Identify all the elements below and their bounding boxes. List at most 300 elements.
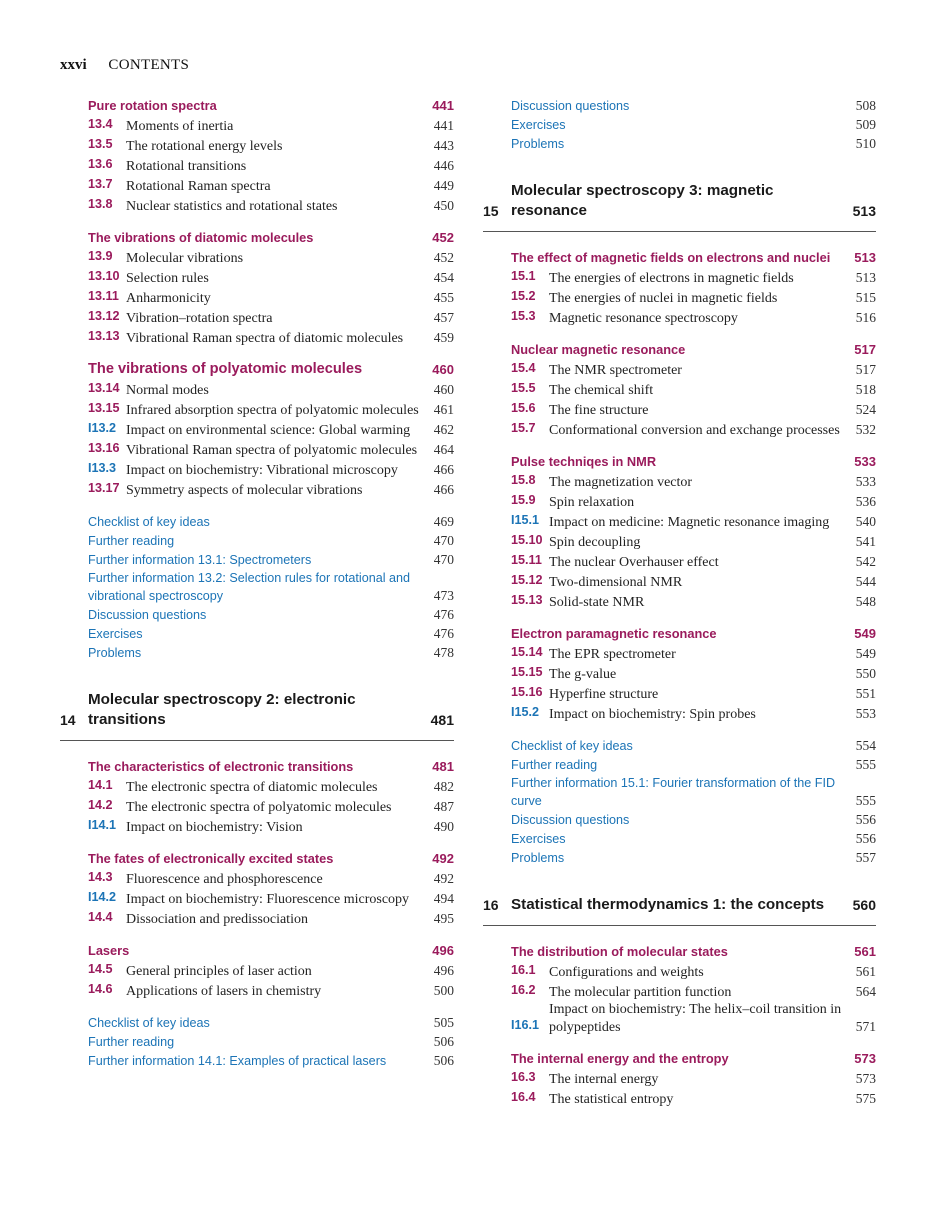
toc-entry[interactable] — [60, 379, 454, 399]
toc-entry[interactable] — [60, 175, 454, 195]
end-matter-link[interactable] — [60, 1013, 454, 1032]
section-number: 13.8 — [88, 197, 113, 211]
page-ref: 462 — [433, 422, 454, 437]
spacer — [60, 928, 454, 941]
toc-entry[interactable] — [483, 551, 876, 571]
section-number: 15.3 — [511, 309, 536, 323]
page-ref: 481 — [432, 759, 454, 774]
end-matter-link[interactable] — [60, 569, 454, 605]
link-text: Further information 15.1: Fourier transformation of the FID curve — [511, 776, 836, 808]
toc-entry[interactable] — [483, 287, 876, 307]
entry-title: Hyperfine structure — [549, 686, 659, 702]
page-ref: 441 — [433, 118, 454, 133]
page-ref: 452 — [432, 230, 454, 245]
toc-entry[interactable] — [60, 195, 454, 215]
page-ref: 452 — [433, 250, 454, 265]
impact-number: I13.3 — [88, 461, 117, 475]
entry-title: Normal modes — [126, 382, 209, 398]
spacer — [483, 611, 876, 624]
page-ref: 544 — [855, 574, 876, 589]
section-number: 15.4 — [511, 361, 536, 375]
page-ref: 548 — [855, 594, 876, 609]
page-ref: 536 — [855, 494, 876, 509]
link-text: Exercises — [511, 832, 566, 846]
toc-entry[interactable] — [483, 471, 876, 491]
section-heading[interactable] — [60, 757, 454, 776]
toc-entry[interactable] — [60, 776, 454, 796]
impact-entry[interactable] — [60, 419, 454, 439]
section-heading[interactable] — [483, 624, 876, 643]
end-matter-link[interactable] — [483, 115, 876, 134]
page-ref: 460 — [432, 362, 454, 377]
toc-entry[interactable] — [483, 359, 876, 379]
end-matter-link[interactable] — [60, 643, 454, 662]
page-ref: 555 — [855, 793, 876, 808]
chapter-title: Statistical thermodynamics 1: the concepts — [511, 896, 825, 913]
spacer — [60, 836, 454, 849]
page-ref: 573 — [854, 1051, 876, 1066]
section-title: Electron paramagnetic resonance — [511, 626, 717, 641]
section-number: 15.2 — [511, 289, 536, 303]
page-ref: 466 — [433, 482, 454, 497]
section-heading[interactable] — [483, 942, 876, 961]
link-text: Problems — [511, 851, 565, 865]
toc-entry[interactable] — [483, 981, 876, 1001]
page-ref: 557 — [855, 850, 876, 865]
page-ref: 500 — [433, 983, 454, 998]
section-heading[interactable] — [483, 340, 876, 359]
left-column — [60, 96, 454, 1070]
page-ref: 457 — [433, 310, 454, 325]
section-number: 14.5 — [88, 962, 113, 976]
section-number: 13.11 — [88, 289, 119, 303]
link-text: Further information 14.1: Examples of practical lasers — [88, 1054, 387, 1068]
page-ref: 469 — [433, 514, 454, 529]
toc-entry[interactable] — [483, 591, 876, 611]
toc-entry[interactable] — [60, 135, 454, 155]
entry-title: The magnetization vector — [549, 474, 693, 490]
link-text: Discussion questions — [88, 608, 207, 622]
end-matter-link[interactable] — [483, 848, 876, 867]
page-ref: 476 — [433, 607, 454, 622]
entry-title: General principles of laser action — [126, 963, 312, 979]
section-number: 13.5 — [88, 137, 113, 151]
page-ref: 515 — [855, 290, 876, 305]
section-heading[interactable] — [60, 228, 454, 247]
end-matter-link[interactable] — [60, 1051, 454, 1070]
spacer — [60, 499, 454, 512]
end-matter-link[interactable] — [60, 624, 454, 643]
toc-entry[interactable] — [483, 267, 876, 287]
page-ref: 490 — [433, 819, 454, 834]
page-ref: 478 — [433, 645, 454, 660]
toc-entry[interactable] — [60, 155, 454, 175]
section-number: 15.16 — [511, 685, 543, 699]
page-ref: 482 — [433, 779, 454, 794]
entry-title: Impact on biochemistry: Vision — [126, 819, 303, 835]
section-heading[interactable] — [60, 849, 454, 868]
entry-title: Impact on biochemistry: The helix–coil transition in polypeptides — [549, 1002, 842, 1035]
right-column — [483, 96, 876, 1108]
end-matter-link[interactable] — [483, 755, 876, 774]
impact-number: I16.1 — [511, 1018, 540, 1032]
link-text: Further information 13.1: Spectrometers — [88, 553, 312, 567]
entry-title: Molecular vibrations — [126, 250, 244, 266]
spacer — [60, 1000, 454, 1013]
entry-title: Selection rules — [126, 270, 209, 286]
page-ref: 495 — [433, 911, 454, 926]
section-number: 15.5 — [511, 381, 536, 395]
entry-title: Applications of lasers in chemistry — [126, 983, 322, 999]
page-ref: 487 — [433, 799, 454, 814]
page-ref: 476 — [433, 626, 454, 641]
spacer — [483, 439, 876, 452]
spacer — [60, 662, 454, 690]
link-text: Further reading — [88, 534, 175, 548]
section-number: 15.14 — [511, 645, 543, 659]
page-ref: 506 — [433, 1034, 454, 1049]
toc-entry[interactable] — [60, 307, 454, 327]
toc-entry[interactable] — [483, 571, 876, 591]
section-number: 13.6 — [88, 157, 113, 171]
toc-entry[interactable] — [60, 908, 454, 928]
entry-title: Conformational conversion and exchange processes — [549, 422, 840, 438]
entry-title: Impact on biochemistry: Fluorescence microscopy — [126, 891, 410, 907]
page-ref: 550 — [855, 666, 876, 681]
link-text: Exercises — [511, 118, 566, 132]
toc-entry[interactable] — [60, 287, 454, 307]
section-heading[interactable] — [483, 1049, 876, 1068]
toc-entry[interactable] — [483, 961, 876, 981]
page-ref: 505 — [433, 1015, 454, 1030]
entry-title: Vibration–rotation spectra — [126, 310, 273, 326]
toc-entry[interactable] — [60, 115, 454, 135]
toc-entry[interactable] — [483, 1088, 876, 1108]
end-matter-link[interactable] — [60, 512, 454, 531]
link-text: Problems — [88, 646, 142, 660]
section-number: 15.9 — [511, 493, 536, 507]
toc-entry[interactable] — [60, 399, 454, 419]
chapter-title: Molecular spectroscopy 3: magnetic resonance — [511, 182, 774, 219]
entry-title: Magnetic resonance spectroscopy — [549, 310, 738, 326]
page-ref: 461 — [433, 402, 454, 417]
section-number: 13.7 — [88, 177, 113, 191]
end-matter-link[interactable] — [483, 96, 876, 115]
end-matter-link[interactable] — [483, 829, 876, 848]
section-number: 15.1 — [511, 269, 536, 283]
section-number: 14.6 — [88, 982, 113, 996]
spacer — [60, 215, 454, 228]
impact-entry[interactable] — [483, 1001, 876, 1036]
page-ref: 549 — [854, 626, 876, 641]
entry-title: Vibrational Raman spectra of diatomic molecules — [126, 330, 404, 346]
page-ref: 509 — [855, 117, 876, 132]
toc-entry[interactable] — [483, 491, 876, 511]
section-title: Nuclear magnetic resonance — [511, 342, 686, 357]
section-number: 15.11 — [511, 553, 542, 567]
page-ref: 455 — [433, 290, 454, 305]
page-ref: 553 — [855, 706, 876, 721]
page-ref: 518 — [855, 382, 876, 397]
entry-title: Spin decoupling — [549, 534, 641, 550]
entry-title: Infrared absorption spectra of polyatomic molecules — [126, 402, 419, 418]
section-title: The distribution of molecular states — [511, 944, 728, 959]
entry-title: The electronic spectra of diatomic molecules — [126, 779, 378, 795]
entry-title: Symmetry aspects of molecular vibrations — [126, 482, 363, 498]
section-number: 13.13 — [88, 329, 120, 343]
page-ref: 540 — [855, 514, 876, 529]
impact-number: I15.1 — [511, 513, 540, 527]
entry-title: The molecular partition function — [549, 984, 732, 1000]
spacer — [483, 327, 876, 340]
section-number: 15.15 — [511, 665, 543, 679]
entry-title: Vibrational Raman spectra of polyatomic molecules — [126, 442, 418, 458]
page-ref: 494 — [433, 891, 454, 906]
link-text: Checklist of key ideas — [88, 515, 210, 529]
toc-entry[interactable] — [60, 479, 454, 499]
chapter-number: 15 — [483, 203, 499, 219]
link-text: Exercises — [88, 627, 143, 641]
section-number: 13.10 — [88, 269, 120, 283]
page-ref: 460 — [433, 382, 454, 397]
section-heading[interactable] — [483, 248, 876, 267]
page-ref: 449 — [433, 178, 454, 193]
toc-entry[interactable] — [60, 247, 454, 267]
end-matter-link[interactable] — [60, 605, 454, 624]
entry-title: The fine structure — [549, 402, 649, 418]
page-ref: 564 — [855, 984, 876, 999]
page-ref: 541 — [855, 534, 876, 549]
entry-title: Impact on medicine: Magnetic resonance imaging — [549, 514, 830, 530]
entry-title: Solid-state NMR — [549, 594, 645, 610]
spacer — [483, 723, 876, 736]
end-matter-link[interactable] — [60, 531, 454, 550]
section-number: 16.4 — [511, 1090, 536, 1104]
page-ref: 506 — [433, 1053, 454, 1068]
entry-title: The EPR spectrometer — [549, 646, 676, 662]
impact-number: I14.1 — [88, 818, 117, 832]
end-matter-link[interactable] — [60, 1032, 454, 1051]
chapter-number: 16 — [483, 897, 499, 913]
impact-number: I14.2 — [88, 890, 117, 904]
end-matter-link[interactable] — [483, 774, 876, 810]
end-matter-link[interactable] — [483, 810, 876, 829]
link-text: Discussion questions — [511, 813, 630, 827]
page-ref: 555 — [855, 757, 876, 772]
entry-title: Rotational transitions — [126, 158, 247, 174]
page-ref: 532 — [855, 422, 876, 437]
page-ref: 513 — [852, 203, 876, 219]
section-title: Pure rotation spectra — [88, 98, 217, 113]
section-title: The effect of magnetic fields on electrons and nuclei — [511, 250, 831, 265]
entry-title: The nuclear Overhauser effect — [549, 554, 719, 570]
section-number: 13.15 — [88, 401, 120, 415]
page-ref: 492 — [432, 851, 454, 866]
page-ref: 573 — [855, 1071, 876, 1086]
end-matter-link[interactable] — [483, 736, 876, 755]
page-ref: 510 — [855, 136, 876, 151]
section-title: Pulse techniqes in NMR — [511, 454, 657, 469]
section-number: 15.7 — [511, 421, 536, 435]
section-number: 14.2 — [88, 798, 113, 812]
entry-title: Two-dimensional NMR — [549, 574, 683, 590]
page-ref: 517 — [855, 362, 876, 377]
impact-entry[interactable] — [60, 459, 454, 479]
page-ref: 459 — [433, 330, 454, 345]
page-ref: 561 — [855, 964, 876, 979]
section-number: 15.12 — [511, 573, 543, 587]
chapter-title: Molecular spectroscopy 2: electronic transitions — [88, 691, 356, 728]
entry-title: The statistical entropy — [549, 1091, 674, 1107]
section-number: 13.16 — [88, 441, 120, 455]
section-title: The fates of electronically excited states — [88, 851, 334, 866]
entry-title: Nuclear statistics and rotational states — [126, 198, 338, 214]
page-ref: 492 — [433, 871, 454, 886]
page-ref: 516 — [855, 310, 876, 325]
toc-entry[interactable] — [483, 531, 876, 551]
page-ref: 517 — [854, 342, 876, 357]
entry-title: Configurations and weights — [549, 964, 704, 980]
link-text: Problems — [511, 137, 565, 151]
entry-title: The energies of nuclei in magnetic fields — [549, 290, 778, 306]
spacer — [483, 1036, 876, 1049]
section-number: 13.14 — [88, 381, 120, 395]
page-ref: 542 — [855, 554, 876, 569]
page-ref: 533 — [854, 454, 876, 469]
page-ref: 508 — [855, 98, 876, 113]
section-number: 14.1 — [88, 778, 113, 792]
toc-entry[interactable] — [60, 796, 454, 816]
entry-title: Anharmonicity — [126, 290, 211, 306]
link-text: Discussion questions — [511, 99, 630, 113]
entry-title: Moments of inertia — [126, 118, 234, 134]
section-title: The characteristics of electronic transitions — [88, 759, 354, 774]
page-ref: 575 — [855, 1091, 876, 1106]
chapter-heading[interactable] — [483, 895, 876, 926]
page-ref: 473 — [433, 588, 454, 603]
toc-entry[interactable] — [483, 419, 876, 439]
entry-title: Impact on environmental science: Global warming — [126, 422, 411, 438]
entry-title: Spin relaxation — [549, 494, 635, 510]
impact-entry[interactable] — [483, 511, 876, 531]
chapter-number: 14 — [60, 712, 76, 728]
link-text: Further reading — [88, 1035, 175, 1049]
entry-title: The internal energy — [549, 1071, 659, 1087]
impact-entry[interactable] — [60, 888, 454, 908]
page-ref: 561 — [854, 944, 876, 959]
section-number: 13.17 — [88, 481, 120, 495]
toc-entry[interactable] — [60, 980, 454, 1000]
toc-entry[interactable] — [483, 1068, 876, 1088]
entry-title: The electronic spectra of polyatomic molecules — [126, 799, 392, 815]
page-ref: 513 — [854, 250, 876, 265]
entry-title: The rotational energy levels — [126, 138, 283, 154]
page-ref: 551 — [855, 686, 876, 701]
section-heading[interactable] — [483, 452, 876, 471]
page-ref: 496 — [432, 943, 454, 958]
toc-entry[interactable] — [60, 868, 454, 888]
section-number: 15.10 — [511, 533, 543, 547]
chapter-heading[interactable] — [483, 181, 876, 232]
section-number: 16.3 — [511, 1070, 536, 1084]
entry-title: The g-value — [549, 666, 617, 682]
toc-entry[interactable] — [60, 439, 454, 459]
page-ref: 496 — [433, 963, 454, 978]
entry-title: The energies of electrons in magnetic fields — [549, 270, 794, 286]
section-number: 15.8 — [511, 473, 536, 487]
section-number: 15.6 — [511, 401, 536, 415]
section-heading[interactable] — [60, 941, 454, 960]
page-ref: 481 — [430, 712, 454, 728]
page-ref: 549 — [855, 646, 876, 661]
impact-entry[interactable] — [60, 816, 454, 836]
end-matter-link[interactable] — [483, 134, 876, 153]
page-ref: 513 — [855, 270, 876, 285]
spacer — [483, 153, 876, 181]
impact-entry[interactable] — [483, 703, 876, 723]
page-ref: 524 — [855, 402, 876, 417]
page-ref: 556 — [855, 812, 876, 827]
page-ref: 533 — [855, 474, 876, 489]
toc-entry[interactable] — [483, 379, 876, 399]
page-ref: 554 — [855, 738, 876, 753]
link-text: Further information 13.2: Selection rules for rotational and vibrational spectroscopy — [88, 571, 411, 603]
page-ref: 443 — [433, 138, 454, 153]
entry-title: Dissociation and predissociation — [126, 911, 308, 927]
impact-number: I15.2 — [511, 705, 540, 719]
link-text: Checklist of key ideas — [88, 1016, 210, 1030]
page-number: xxvi — [60, 57, 87, 73]
entry-title: Impact on biochemistry: Spin probes — [549, 706, 756, 722]
link-text: Checklist of key ideas — [511, 739, 633, 753]
toc-entry[interactable] — [483, 307, 876, 327]
section-number: 16.2 — [511, 983, 536, 997]
toc-entry[interactable] — [60, 267, 454, 287]
end-matter-link[interactable] — [60, 550, 454, 569]
toc-entry[interactable] — [60, 327, 454, 347]
section-title: Lasers — [88, 943, 130, 958]
page-ref: 450 — [433, 198, 454, 213]
toc-entry[interactable] — [483, 399, 876, 419]
entry-title: Impact on biochemistry: Vibrational microscopy — [126, 462, 398, 478]
page-ref: 470 — [433, 552, 454, 567]
link-text: Further reading — [511, 758, 598, 772]
toc-entry[interactable] — [483, 643, 876, 663]
spacer — [60, 347, 454, 360]
header-title: CONTENTS — [108, 57, 190, 73]
section-title: The vibrations of polyatomic molecules — [88, 361, 363, 377]
running-header — [60, 57, 189, 74]
page-ref: 560 — [852, 897, 876, 913]
entry-title: The NMR spectrometer — [549, 362, 682, 378]
section-heading[interactable] — [60, 360, 454, 379]
section-title: The vibrations of diatomic molecules — [88, 230, 314, 245]
toc-entry[interactable] — [483, 683, 876, 703]
page-ref: 571 — [855, 1019, 876, 1034]
page-ref: 556 — [855, 831, 876, 846]
toc-entry[interactable] — [483, 663, 876, 683]
toc-entry[interactable] — [60, 960, 454, 980]
section-number: 13.9 — [88, 249, 113, 263]
entry-title: Rotational Raman spectra — [126, 178, 271, 194]
section-heading[interactable] — [60, 96, 454, 115]
section-number: 16.1 — [511, 963, 536, 977]
entry-title: Fluorescence and phosphorescence — [126, 871, 323, 887]
page-ref: 446 — [433, 158, 454, 173]
chapter-heading[interactable] — [60, 690, 454, 741]
spacer — [483, 867, 876, 895]
page-ref: 441 — [432, 98, 454, 113]
